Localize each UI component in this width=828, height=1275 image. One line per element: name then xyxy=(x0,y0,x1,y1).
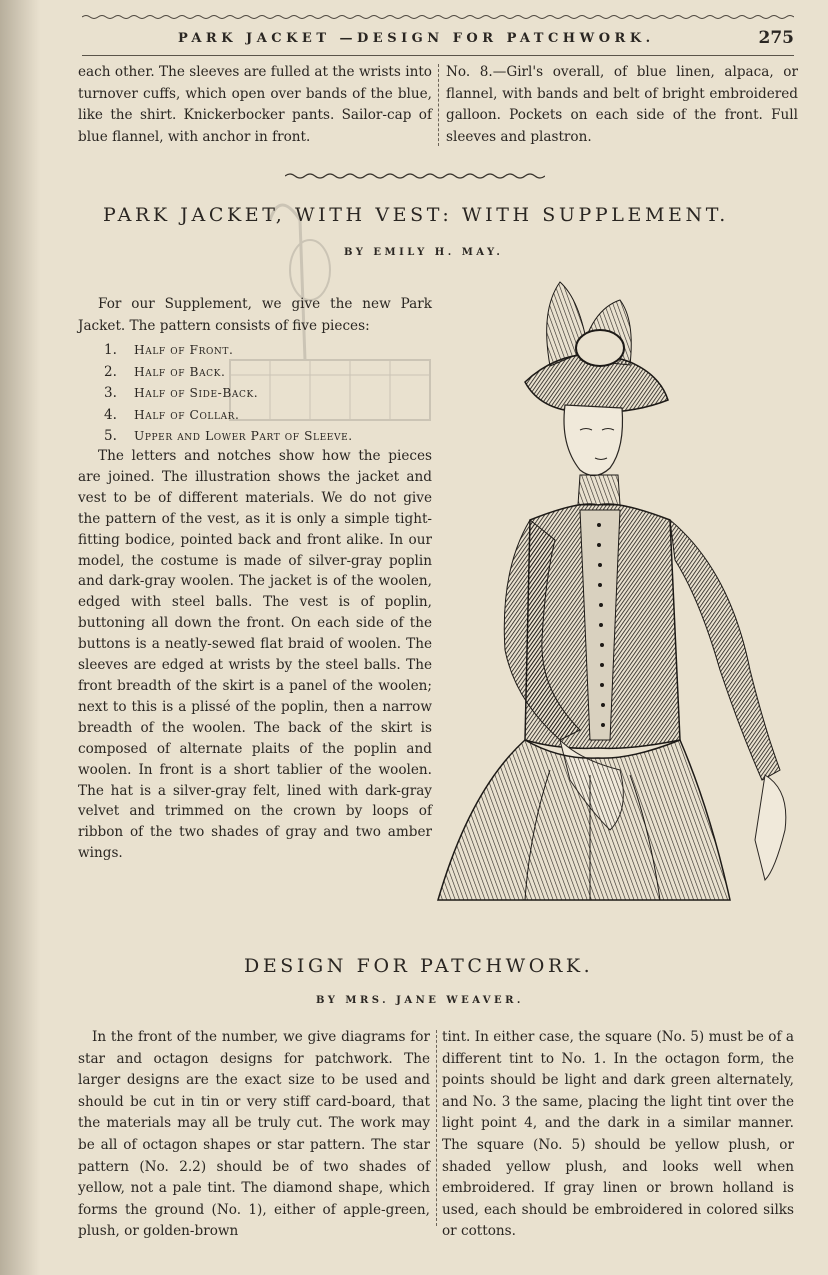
section-divider xyxy=(285,172,545,180)
park-jacket-intro: For our Supplement, we give the new Park Jacket. The pattern consists of five pieces: xyxy=(78,296,432,334)
list-item: 5. Upper and Lower Part of Sleeve. xyxy=(104,428,353,444)
pattern-pieces-list xyxy=(104,340,353,448)
park-jacket-byline: BY EMILY H. MAY. xyxy=(344,247,504,258)
fashion-illustration xyxy=(430,270,810,906)
header-rule xyxy=(82,14,794,20)
park-jacket-title: PARK JACKET, WITH VEST: WITH SUPPLEMENT. xyxy=(103,204,729,226)
top-left-text: each other. The sleeves are fulled at the wrists into turnover cuffs, which open over bands of the blue, like the shirt. Knickerbocker pants. Sailor-cap of blue flannel, with anchor in front. xyxy=(78,64,432,145)
top-right-text: No. 8.—Girl's overall, of blue linen, alpaca, or flannel, with bands and belt of bright embroidered galloon. Pockets on each side of the front. Full sleeves and plastron. xyxy=(446,64,798,145)
running-header xyxy=(78,28,794,50)
binding-shadow xyxy=(0,0,40,1275)
patchwork-left-text: In the front of the number, we give diagrams for star and octagon designs for patchwork. The larger designs are the exact size to be used and should be cut in tin or very stiff card-board, that the materials may all be truly cut. The work may be all of octagon shapes or star pattern. The star pattern (No. 2.2) should be of two shades of yellow, not a pale tint. The diamond shape, which forms the ground (No. 1), either of apple-green, plush, or golden-brown xyxy=(78,1029,430,1240)
list-item: 2. Half of Back. xyxy=(104,363,226,380)
patchwork-byline: BY MRS. JANE WEAVER. xyxy=(316,995,524,1006)
top-column-divider xyxy=(438,64,439,146)
page-number: 275 xyxy=(758,28,794,48)
patchwork-title: DESIGN FOR PATCHWORK. xyxy=(244,955,594,977)
list-item: 1. Half of Front. xyxy=(104,342,234,358)
patchwork-column-divider xyxy=(436,1030,437,1226)
header-underline xyxy=(82,55,794,56)
list-item: 4. Half of Collar. xyxy=(104,406,240,423)
patchwork-right-text: tint. In either case, the square (No. 5) must be of a different tint to No. 1. In the octagon form, the points should be light and dark green alternately, and No. 3 the same, placing the light tint over the light point 4, and the dark in a similar manner. The square (No. 5) should be yellow plush, or shaded yellow plush, and looks well when embroidered. If gray linen or brown holland is used, each should be embroidered in colored silks or cottons. xyxy=(442,1029,794,1240)
list-item: 3. Half of Side-Back. xyxy=(104,385,259,401)
running-title: PARK JACKET —DESIGN FOR PATCHWORK. xyxy=(178,31,655,46)
park-jacket-body: The letters and notches show how the pieces are joined. The illustration shows the jacket and vest to be of different materials. We do not give the pattern of the vest, as it is only a simple tight-fitting bodice, pointed back and front alike. In our model, the costume is made of silver-gray poplin and dark-gray woolen. The jacket is of the woolen, edged with steel balls. The vest is of poplin, buttoning all down the front. On each side of the buttons is a neatly-sewed flat braid of woolen. The sleeves are edged at wrists by the steel balls. The front breadth of the skirt is a panel of the woolen; next to this is a plissé of the poplin, then a narrow breadth of the woolen. The back of the skirt is composed of alternate plaits of the poplin and woolen. In front is a short tablier of the woolen. The hat is a silver-gray felt, lined with dark-gray velvet and trimmed on the crown by loops of ribbon of the two shades of gray and two amber wings. xyxy=(78,448,432,862)
